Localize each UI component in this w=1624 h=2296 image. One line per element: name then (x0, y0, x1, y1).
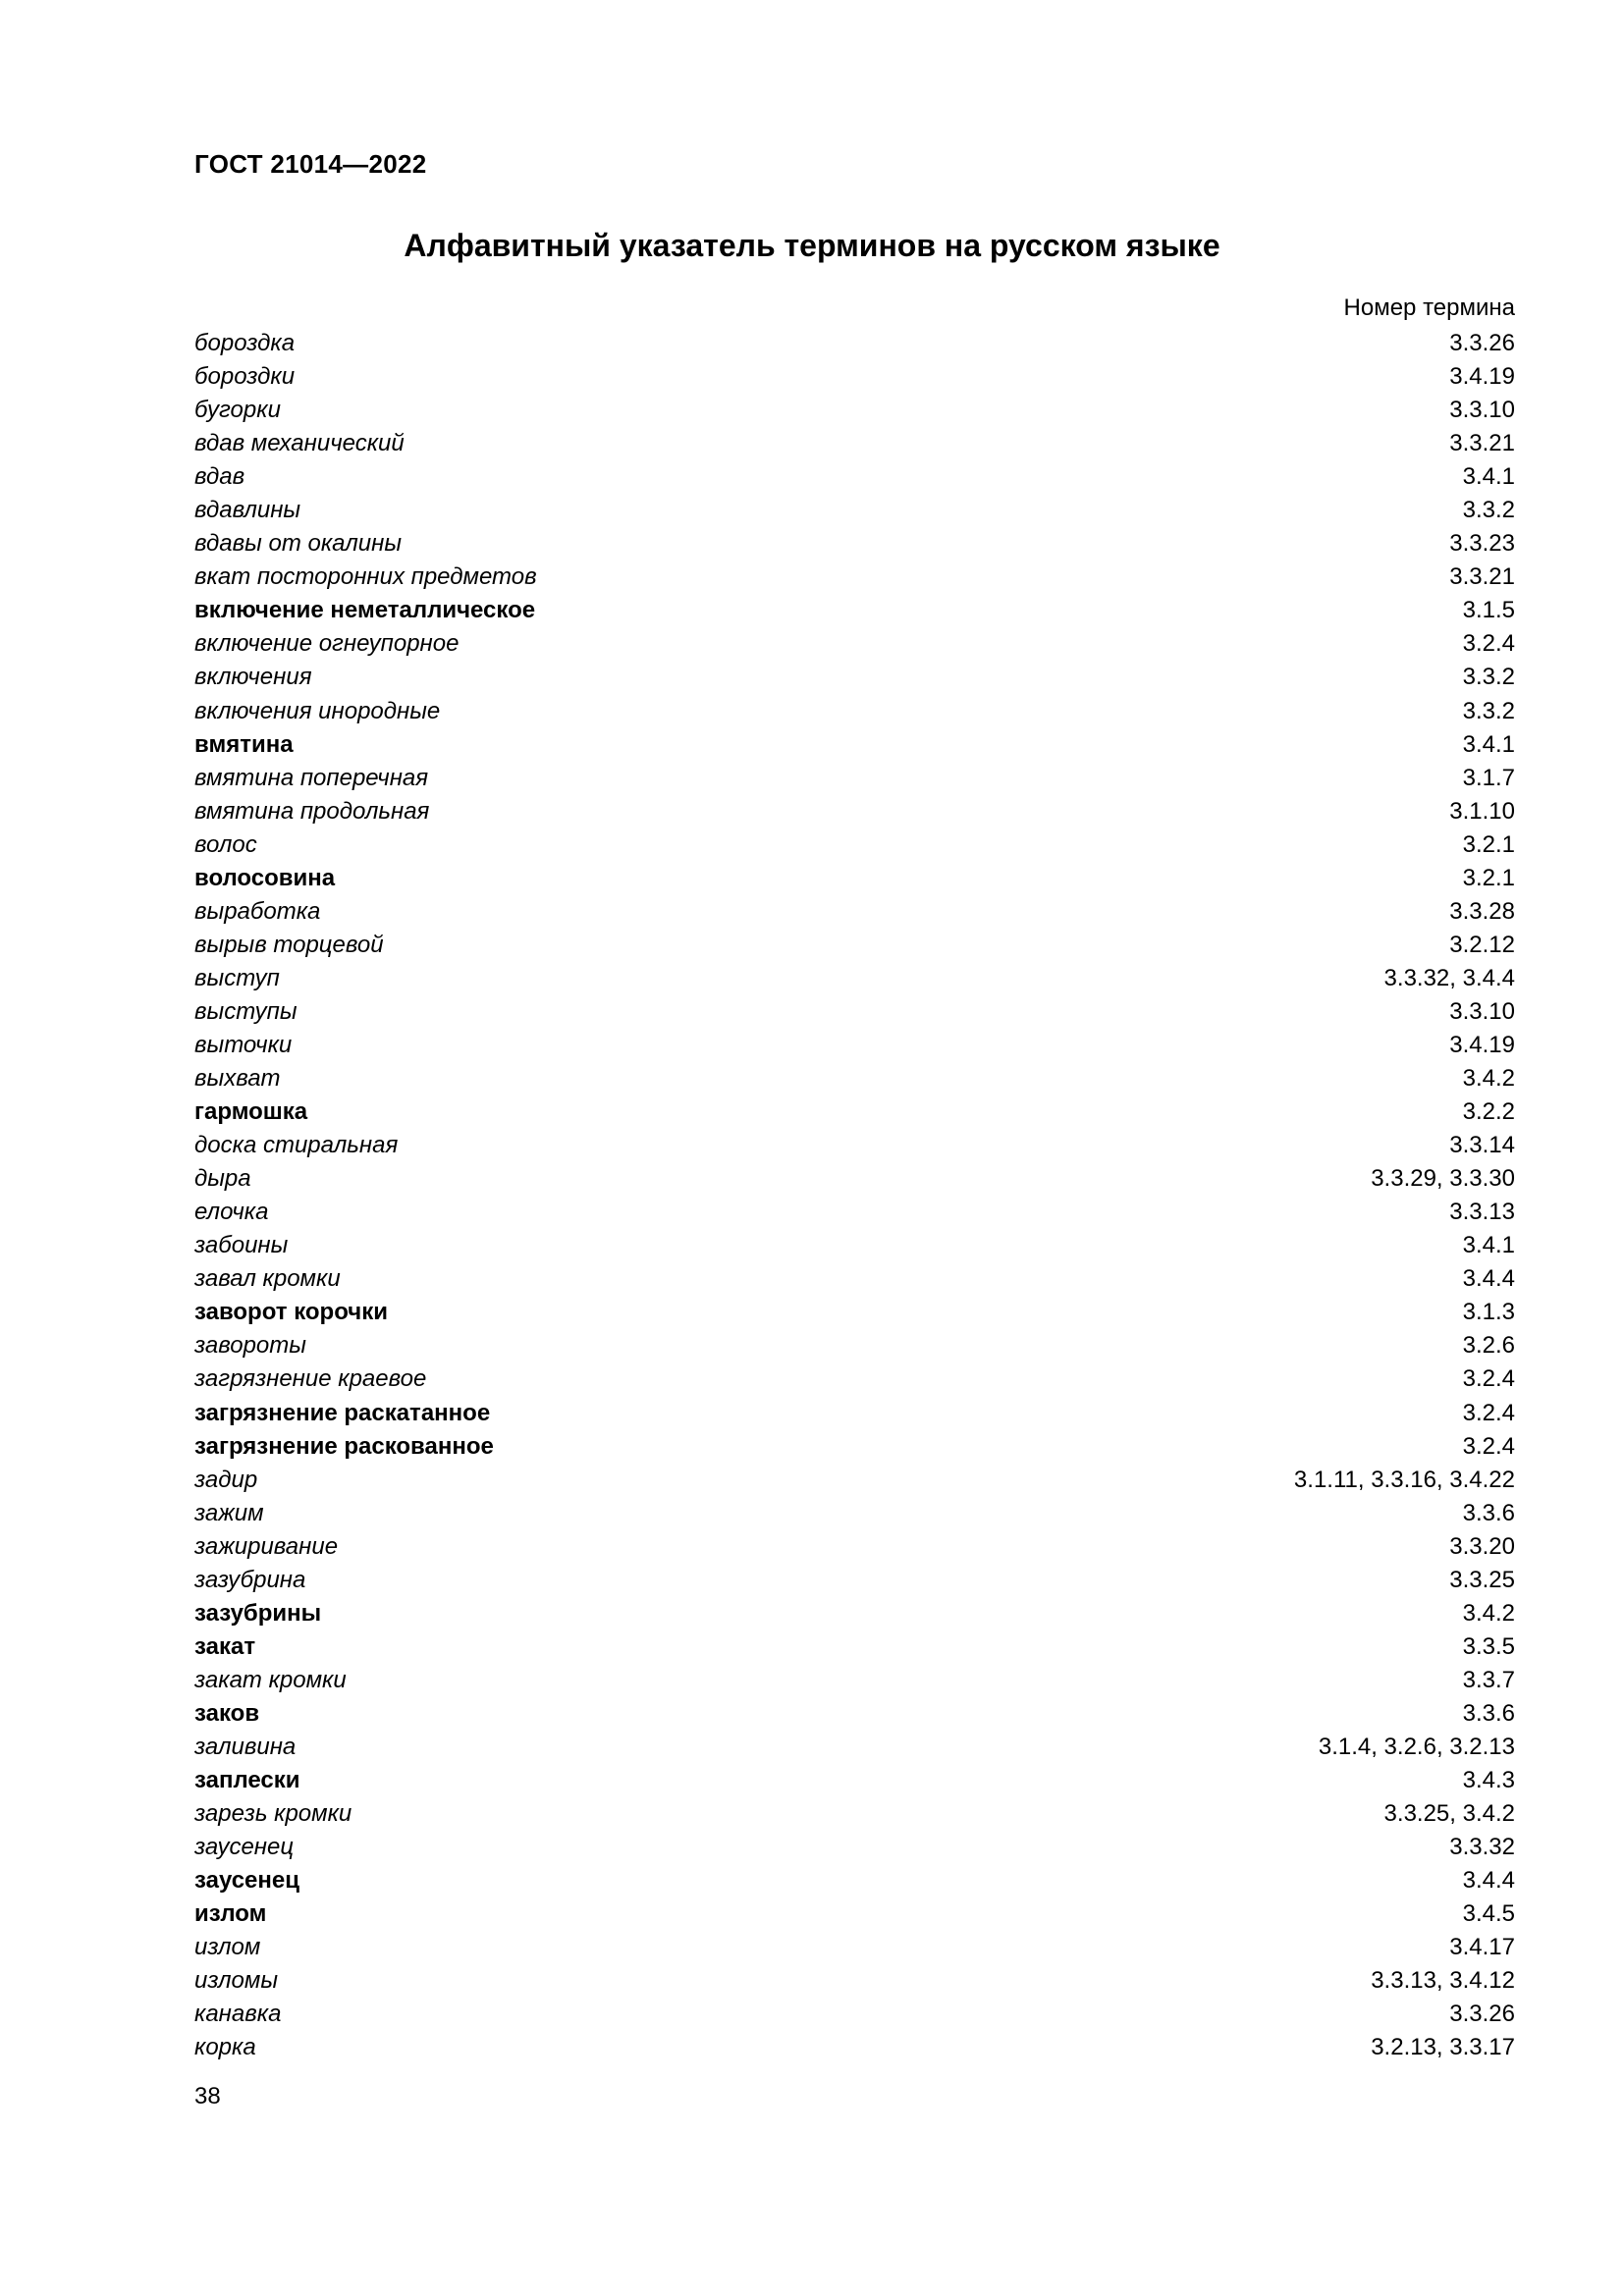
index-term: загрязнение раскованное (194, 1432, 494, 1460)
index-term: корка (194, 2034, 256, 2061)
index-term-number: 3.2.4 (1462, 1399, 1515, 1426)
index-term-number: 3.4.17 (1449, 1934, 1515, 1961)
index-term: выточки (194, 1031, 293, 1058)
index-term: заков (194, 1699, 260, 1727)
index-term-number: 3.4.1 (1462, 730, 1515, 758)
index-term-number: 3.3.28 (1449, 897, 1515, 925)
index-entry (194, 327, 1515, 360)
index-term: излом (194, 1900, 267, 1928)
index-entry (194, 1162, 1515, 1196)
index-term-number: 3.1.7 (1462, 764, 1515, 791)
index-term-number: 3.1.4, 3.2.6, 3.2.13 (1318, 1733, 1515, 1760)
index-term: гармошка (194, 1098, 308, 1126)
index-term-number: 3.3.21 (1449, 430, 1515, 457)
index-term: загрязнение краевое (194, 1365, 427, 1393)
index-term-number: 3.2.1 (1462, 864, 1515, 891)
index-term: вмятина поперечная (194, 764, 429, 791)
index-term: закат (194, 1632, 256, 1660)
index-entry (194, 1998, 1515, 2031)
index-term: бугорки (194, 397, 281, 424)
index-entry (194, 1362, 1515, 1396)
index-entry (194, 1630, 1515, 1664)
index-entry (194, 1797, 1515, 1831)
index-term: излом (194, 1934, 261, 1961)
index-term: выступы (194, 997, 298, 1025)
index-entry (194, 1029, 1515, 1062)
index-entry (194, 1564, 1515, 1597)
index-entry (194, 1296, 1515, 1329)
index-entry (194, 1430, 1515, 1464)
index-entry (194, 360, 1515, 394)
index-entry (194, 627, 1515, 661)
column-header-term-number: Номер термина (1343, 294, 1515, 321)
index-term-number: 3.2.12 (1449, 931, 1515, 958)
index-entry (194, 394, 1515, 427)
index-entry (194, 427, 1515, 460)
index-entry (194, 895, 1515, 929)
index-entry (194, 1497, 1515, 1530)
index-entry (194, 862, 1515, 895)
index-term: забоины (194, 1232, 289, 1259)
index-term: загрязнение раскатанное (194, 1399, 491, 1426)
index-term-number: 3.1.5 (1462, 597, 1515, 624)
index-term-number: 3.4.4 (1462, 1867, 1515, 1895)
index-term: закат кромки (194, 1666, 347, 1693)
index-term-number: 3.3.6 (1462, 1499, 1515, 1526)
index-term: бороздка (194, 330, 296, 356)
term-index-list (194, 327, 1515, 2064)
index-term: зазубрина (194, 1566, 306, 1593)
index-term: выступ (194, 964, 280, 991)
index-entry (194, 995, 1515, 1029)
index-entry (194, 527, 1515, 561)
index-term-number: 3.4.4 (1462, 1265, 1515, 1293)
index-term-number: 3.2.4 (1462, 630, 1515, 658)
index-term-number: 3.2.4 (1462, 1365, 1515, 1393)
document-code: ГОСТ 21014—2022 (194, 149, 427, 179)
index-term: выхват (194, 1065, 281, 1093)
index-entry (194, 1129, 1515, 1162)
index-entry (194, 460, 1515, 494)
index-entry (194, 2031, 1515, 2064)
index-entry (194, 1329, 1515, 1362)
index-term: вдав механический (194, 430, 405, 457)
index-term-number: 3.3.23 (1449, 530, 1515, 558)
index-entry (194, 1864, 1515, 1897)
index-term-number: 3.3.20 (1449, 1532, 1515, 1560)
index-term: выработка (194, 897, 321, 925)
index-entry (194, 1931, 1515, 1964)
index-term: вдавлины (194, 497, 301, 524)
index-term: зарезь кромки (194, 1800, 352, 1828)
index-term-number: 3.4.1 (1462, 463, 1515, 491)
index-term-number: 3.2.2 (1462, 1098, 1515, 1126)
index-term-number: 3.1.10 (1449, 797, 1515, 825)
index-term-number: 3.3.32 (1449, 1834, 1515, 1861)
index-entry (194, 728, 1515, 762)
index-term-number: 3.4.2 (1462, 1065, 1515, 1093)
index-entry (194, 1764, 1515, 1797)
index-term: задир (194, 1466, 258, 1493)
index-term-number: 3.3.26 (1449, 330, 1515, 356)
index-term-number: 3.2.6 (1462, 1332, 1515, 1360)
index-term: заусенец (194, 1834, 295, 1861)
index-term: завал кромки (194, 1265, 341, 1293)
index-term-number: 3.1.11, 3.3.16, 3.4.22 (1293, 1466, 1515, 1493)
index-entry (194, 1229, 1515, 1262)
index-term-number: 3.2.1 (1462, 830, 1515, 858)
index-term: заливина (194, 1733, 297, 1760)
index-term: канавка (194, 2001, 282, 2028)
index-term-number: 3.4.1 (1462, 1232, 1515, 1259)
index-entry (194, 1664, 1515, 1697)
index-entry (194, 795, 1515, 828)
index-entry (194, 828, 1515, 862)
index-term: заворот корочки (194, 1299, 388, 1326)
index-term: зажиривание (194, 1532, 339, 1560)
index-term-number: 3.3.2 (1462, 497, 1515, 524)
index-entry (194, 1897, 1515, 1931)
index-entry (194, 1731, 1515, 1764)
index-entry (194, 1597, 1515, 1630)
index-term-number: 3.1.3 (1462, 1299, 1515, 1326)
index-term: завороты (194, 1332, 306, 1360)
index-entry (194, 695, 1515, 728)
index-term-number: 3.3.7 (1462, 1666, 1515, 1693)
index-entry (194, 1397, 1515, 1430)
index-term-number: 3.3.2 (1462, 697, 1515, 724)
index-term: бороздки (194, 363, 296, 391)
index-term: заусенец (194, 1867, 300, 1895)
index-term: дыра (194, 1165, 251, 1193)
index-term-number: 3.4.19 (1449, 1031, 1515, 1058)
index-term-number: 3.3.13 (1449, 1199, 1515, 1226)
index-term: вмятина продольная (194, 797, 430, 825)
index-term-number: 3.2.4 (1462, 1432, 1515, 1460)
index-term-number: 3.3.13, 3.4.12 (1371, 1967, 1515, 1995)
index-term: вмятина (194, 730, 294, 758)
index-entry (194, 1697, 1515, 1731)
index-term-number: 3.2.13, 3.3.17 (1371, 2034, 1515, 2061)
index-term-number: 3.4.5 (1462, 1900, 1515, 1928)
index-term: вырыв торцевой (194, 931, 384, 958)
index-term-number: 3.3.6 (1462, 1699, 1515, 1727)
index-entry (194, 494, 1515, 527)
index-term-number: 3.3.25 (1449, 1566, 1515, 1593)
index-term-number: 3.3.32, 3.4.4 (1383, 964, 1515, 991)
index-term: заплески (194, 1767, 300, 1794)
index-entry (194, 594, 1515, 627)
index-term: доска стиральная (194, 1132, 399, 1159)
index-term-number: 3.3.26 (1449, 2001, 1515, 2028)
index-term: волос (194, 830, 257, 858)
index-term: елочка (194, 1199, 269, 1226)
index-term: включение огнеупорное (194, 630, 460, 658)
index-term: зажим (194, 1499, 264, 1526)
index-term: включения (194, 664, 312, 691)
index-entry (194, 1196, 1515, 1229)
index-entry (194, 561, 1515, 594)
index-term: волосовина (194, 864, 336, 891)
index-term: вдавы от окалины (194, 530, 402, 558)
index-term: вдав (194, 463, 245, 491)
index-term-number: 3.4.2 (1462, 1599, 1515, 1627)
page-title: Алфавитный указатель терминов на русском языке (404, 228, 1220, 263)
index-entry (194, 962, 1515, 995)
index-term-number: 3.3.5 (1462, 1632, 1515, 1660)
index-entry (194, 1262, 1515, 1296)
index-entry (194, 929, 1515, 962)
index-entry (194, 1464, 1515, 1497)
index-term-number: 3.3.2 (1462, 664, 1515, 691)
index-entry (194, 762, 1515, 795)
index-entry (194, 1530, 1515, 1564)
index-term-number: 3.3.29, 3.3.30 (1371, 1165, 1515, 1193)
index-term-number: 3.3.25, 3.4.2 (1383, 1800, 1515, 1828)
index-term: изломы (194, 1967, 278, 1995)
index-term-number: 3.4.19 (1449, 363, 1515, 391)
page-number: 38 (194, 2083, 221, 2109)
index-term-number: 3.3.21 (1449, 563, 1515, 591)
index-term-number: 3.4.3 (1462, 1767, 1515, 1794)
index-term-number: 3.3.10 (1449, 397, 1515, 424)
index-entry (194, 1831, 1515, 1864)
index-term: вкат посторонних предметов (194, 563, 537, 591)
index-entry (194, 1062, 1515, 1095)
index-entry (194, 661, 1515, 694)
index-entry (194, 1964, 1515, 1998)
index-entry (194, 1095, 1515, 1129)
index-term-number: 3.3.14 (1449, 1132, 1515, 1159)
index-term: зазубрины (194, 1599, 322, 1627)
index-term: включения инородные (194, 697, 441, 724)
index-term-number: 3.3.10 (1449, 997, 1515, 1025)
index-term: включение неметаллическое (194, 597, 536, 624)
